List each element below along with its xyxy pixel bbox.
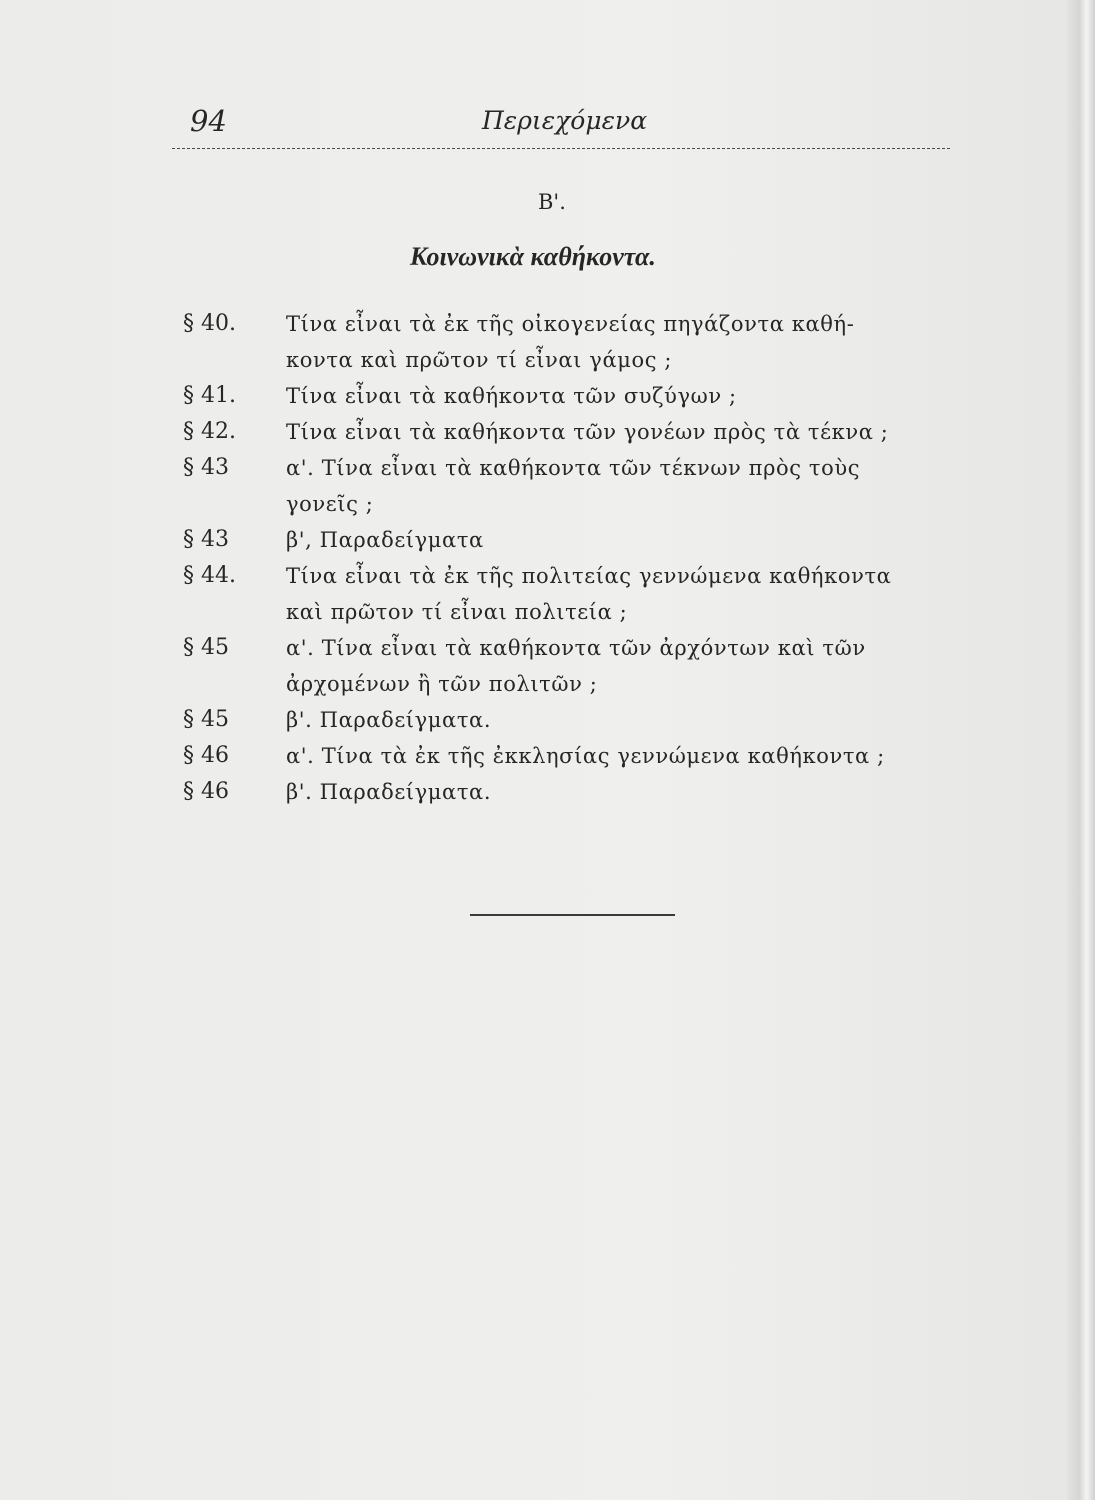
toc-entry-number: § 45	[183, 707, 229, 732]
toc-entry-line: β'. Παραδείγματα.	[286, 780, 492, 804]
toc-entry-number: § 45	[183, 635, 229, 660]
toc-entry-line: α'. Τίνα εἶναι τὰ καθήκοντα τῶν τέκνων πρὸς τοὺς	[286, 456, 861, 480]
toc-entry-text	[286, 738, 963, 774]
page-edge	[1067, 0, 1095, 1500]
toc-entry-45a	[183, 630, 963, 702]
toc-entry-number: § 43	[183, 527, 229, 552]
toc-entry-line: Τίνα εἶναι τὰ καθήκοντα τῶν γονέων πρὸς τὰ τέκνα ;	[286, 420, 889, 444]
toc-entry-text	[286, 522, 963, 558]
toc-entry-line: Τίνα εἶναι τὰ καθήκοντα τῶν συζύγων ;	[286, 384, 737, 408]
toc-entry-text	[286, 414, 963, 450]
table-of-contents	[183, 306, 963, 810]
toc-entry-41	[183, 378, 963, 414]
toc-entry-46a	[183, 738, 963, 774]
toc-entry-44	[183, 558, 963, 630]
toc-entry-46b	[183, 774, 963, 810]
toc-entry-number: § 41.	[183, 383, 236, 408]
toc-entry-text	[286, 774, 963, 810]
toc-entry-line: κοντα καὶ πρῶτον τί εἶναι γάμος ;	[286, 348, 673, 372]
toc-entry-number: § 40.	[183, 311, 236, 336]
toc-entry-text	[286, 450, 963, 522]
toc-entry-42	[183, 414, 963, 450]
toc-entry-number: § 42.	[183, 419, 236, 444]
header-rule	[172, 148, 950, 149]
toc-entry-number: § 43	[183, 455, 229, 480]
toc-entry-number: § 46	[183, 779, 229, 804]
toc-entry-text	[286, 378, 963, 414]
toc-entry-line: ἀρχομένων ἢ τῶν πολιτῶν ;	[286, 672, 598, 696]
toc-entry-43b	[183, 522, 963, 558]
toc-entry-line: Τίνα εἶναι τὰ ἐκ τῆς πολιτείας γεννώμενα καθήκοντα	[286, 564, 892, 588]
section-letter: Β'.	[538, 190, 566, 214]
toc-entry-text	[286, 630, 963, 702]
toc-entry-40	[183, 306, 963, 378]
toc-entry-line: καὶ πρῶτον τί εἶναι πολιτεία ;	[286, 600, 628, 624]
toc-entry-line: α'. Τίνα εἶναι τὰ καθήκοντα τῶν ἀρχόντων καὶ τῶν	[286, 636, 866, 660]
page-number: 94	[190, 104, 227, 138]
section-title: Κοινωνικὰ καθήκοντα.	[410, 242, 656, 271]
toc-entry-45b	[183, 702, 963, 738]
toc-entry-number: § 44.	[183, 563, 236, 588]
toc-entry-text	[286, 558, 963, 630]
end-rule	[470, 914, 675, 916]
toc-entry-line: β'. Παραδείγματα.	[286, 708, 492, 732]
toc-entry-line: Τίνα εἶναι τὰ ἐκ τῆς οἰκογενείας πηγάζοντα καθή-	[286, 312, 855, 336]
toc-entry-line: γονεῖς ;	[286, 492, 374, 516]
toc-entry-text	[286, 702, 963, 738]
toc-entry-text	[286, 306, 963, 378]
toc-entry-line: α'. Τίνα τὰ ἐκ τῆς ἐκκλησίας γεννώμενα καθήκοντα ;	[286, 744, 885, 768]
toc-entry-number: § 46	[183, 743, 229, 768]
running-head: Περιεχόμενα	[482, 106, 648, 135]
toc-entry-43a	[183, 450, 963, 522]
toc-entry-line: β', Παραδείγματα	[286, 528, 484, 552]
